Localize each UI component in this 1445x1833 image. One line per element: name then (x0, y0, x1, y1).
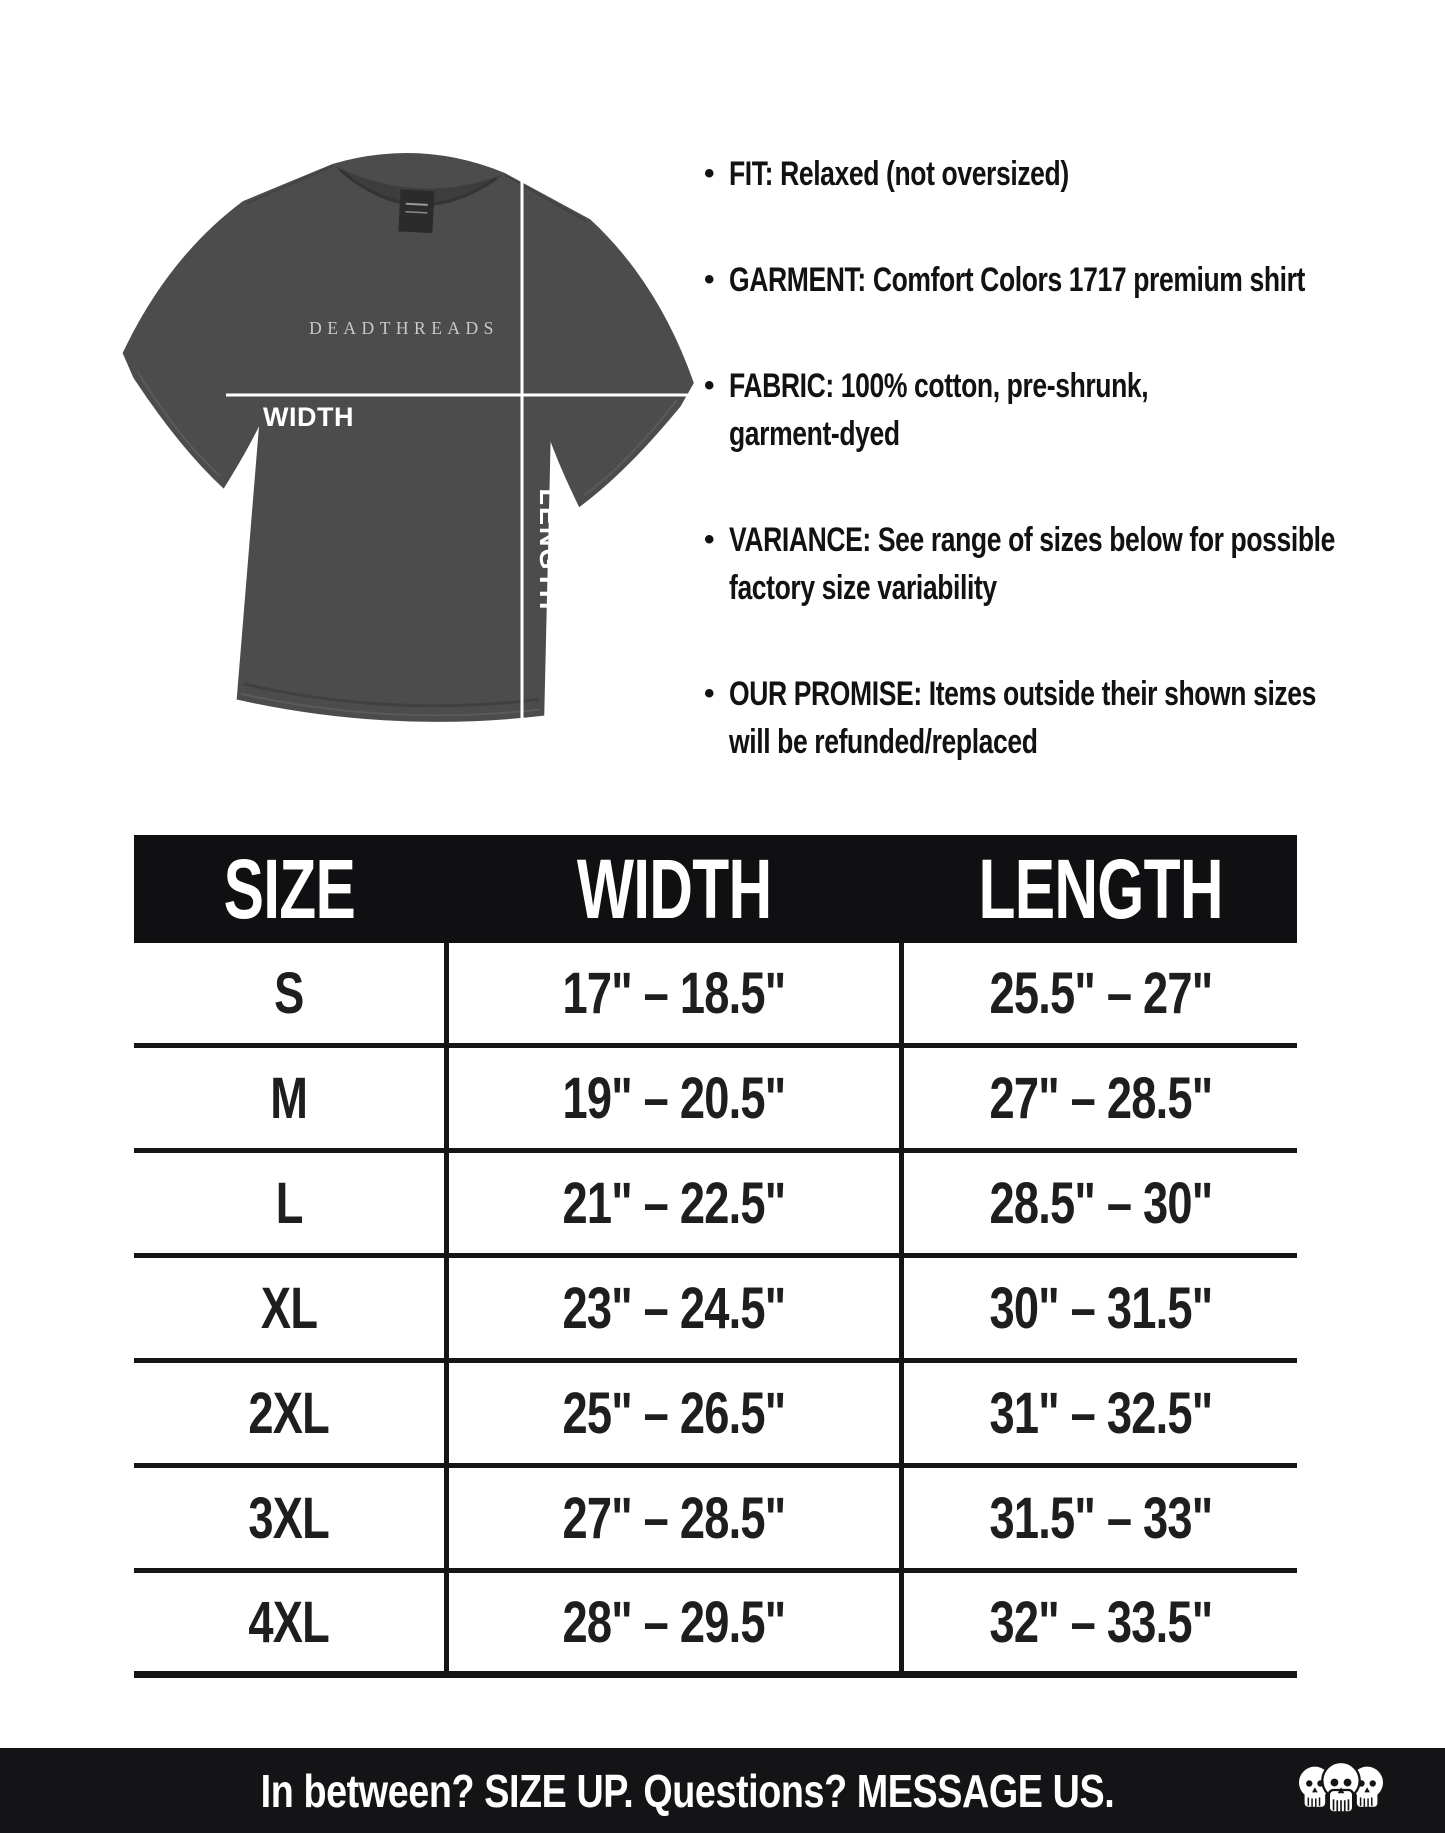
size-cell: L (275, 1170, 303, 1236)
size-cell: XL (260, 1275, 318, 1341)
length-cell: 27" – 28.5" (988, 1065, 1212, 1131)
length-cell: 25.5" – 27" (988, 960, 1212, 1026)
bullet-dot: • (704, 263, 715, 296)
footer-text: In between? SIZE UP. Questions? MESSAGE US. (260, 1764, 1115, 1817)
table-row-m (134, 1048, 1297, 1153)
bullet-dot: • (704, 677, 715, 710)
width-cell: 27" – 28.5" (562, 1485, 786, 1551)
table-row-2xl (134, 1363, 1297, 1468)
bullet-fabric-text-line1: FABRIC: 100% cotton, pre-shrunk, (729, 367, 1149, 405)
bullet-dot: • (704, 157, 715, 190)
bullet-fit (704, 150, 1404, 198)
width-cell: 23" – 24.5" (562, 1275, 786, 1341)
table-row-3xl (134, 1468, 1297, 1573)
bullet-promise-text-line1: OUR PROMISE: Items outside their shown sizes (729, 675, 1317, 713)
width-cell: 28" – 29.5" (562, 1589, 786, 1655)
size-cell: S (274, 960, 304, 1026)
table-row-xl (134, 1258, 1297, 1363)
footer-bar (0, 1748, 1445, 1833)
chest-brand-text: DEADTHREADS (309, 318, 499, 338)
bullet-fabric-text-line2: garment-dyed (729, 415, 900, 453)
bullet-variance-text-line1: VARIANCE: See range of sizes below for possible (729, 521, 1336, 559)
header-size-label: SIZE (223, 841, 355, 936)
skull-center (1322, 1762, 1359, 1812)
width-line-label: WIDTH (263, 402, 354, 432)
table-row-s (134, 943, 1297, 1048)
size-cell: 3XL (248, 1485, 330, 1551)
size-cell: M (270, 1065, 308, 1131)
length-cell: 32" – 33.5" (988, 1589, 1212, 1655)
bullet-variance (704, 516, 1404, 612)
length-cell: 31.5" – 33" (988, 1485, 1212, 1551)
bullet-garment (704, 256, 1404, 304)
three-skulls-icon (1285, 1754, 1397, 1826)
tshirt-graphic (85, 130, 705, 748)
bullet-dot: • (704, 369, 715, 402)
width-cell: 19" – 20.5" (562, 1065, 786, 1131)
header-length (904, 835, 1297, 943)
width-cell: 17" – 18.5" (562, 960, 786, 1026)
product-details-list (704, 150, 1404, 766)
header-size (134, 835, 444, 943)
neck-tag (398, 189, 434, 233)
header-width (444, 835, 904, 943)
bullet-variance-text-line2: factory size variability (729, 569, 997, 607)
bullet-garment-text: GARMENT: Comfort Colors 1717 premium shirt (729, 261, 1305, 299)
bullet-fit-text: FIT: Relaxed (not oversized) (729, 155, 1069, 193)
bullet-dot: • (704, 523, 715, 556)
tshirt-measurement-diagram (85, 130, 705, 748)
length-cell: 30" – 31.5" (988, 1275, 1212, 1341)
bullet-promise-text-line2: will be refunded/replaced (729, 723, 1038, 761)
header-width-label: WIDTH (576, 841, 772, 936)
tshirt-silhouette (104, 138, 705, 735)
size-table (134, 835, 1297, 1678)
size-cell: 2XL (248, 1380, 330, 1446)
bullet-fabric (704, 362, 1404, 458)
size-cell: 4XL (248, 1589, 330, 1655)
length-line-label: LENGTH (534, 488, 564, 612)
bullet-promise (704, 670, 1404, 766)
size-table-header (134, 835, 1297, 943)
width-cell: 21" – 22.5" (562, 1170, 786, 1236)
width-cell: 25" – 26.5" (562, 1380, 786, 1446)
length-cell: 28.5" – 30" (988, 1170, 1212, 1236)
length-cell: 31" – 32.5" (988, 1380, 1212, 1446)
table-row-4xl (134, 1573, 1297, 1678)
header-length-label: LENGTH (978, 841, 1223, 936)
table-row-l (134, 1153, 1297, 1258)
